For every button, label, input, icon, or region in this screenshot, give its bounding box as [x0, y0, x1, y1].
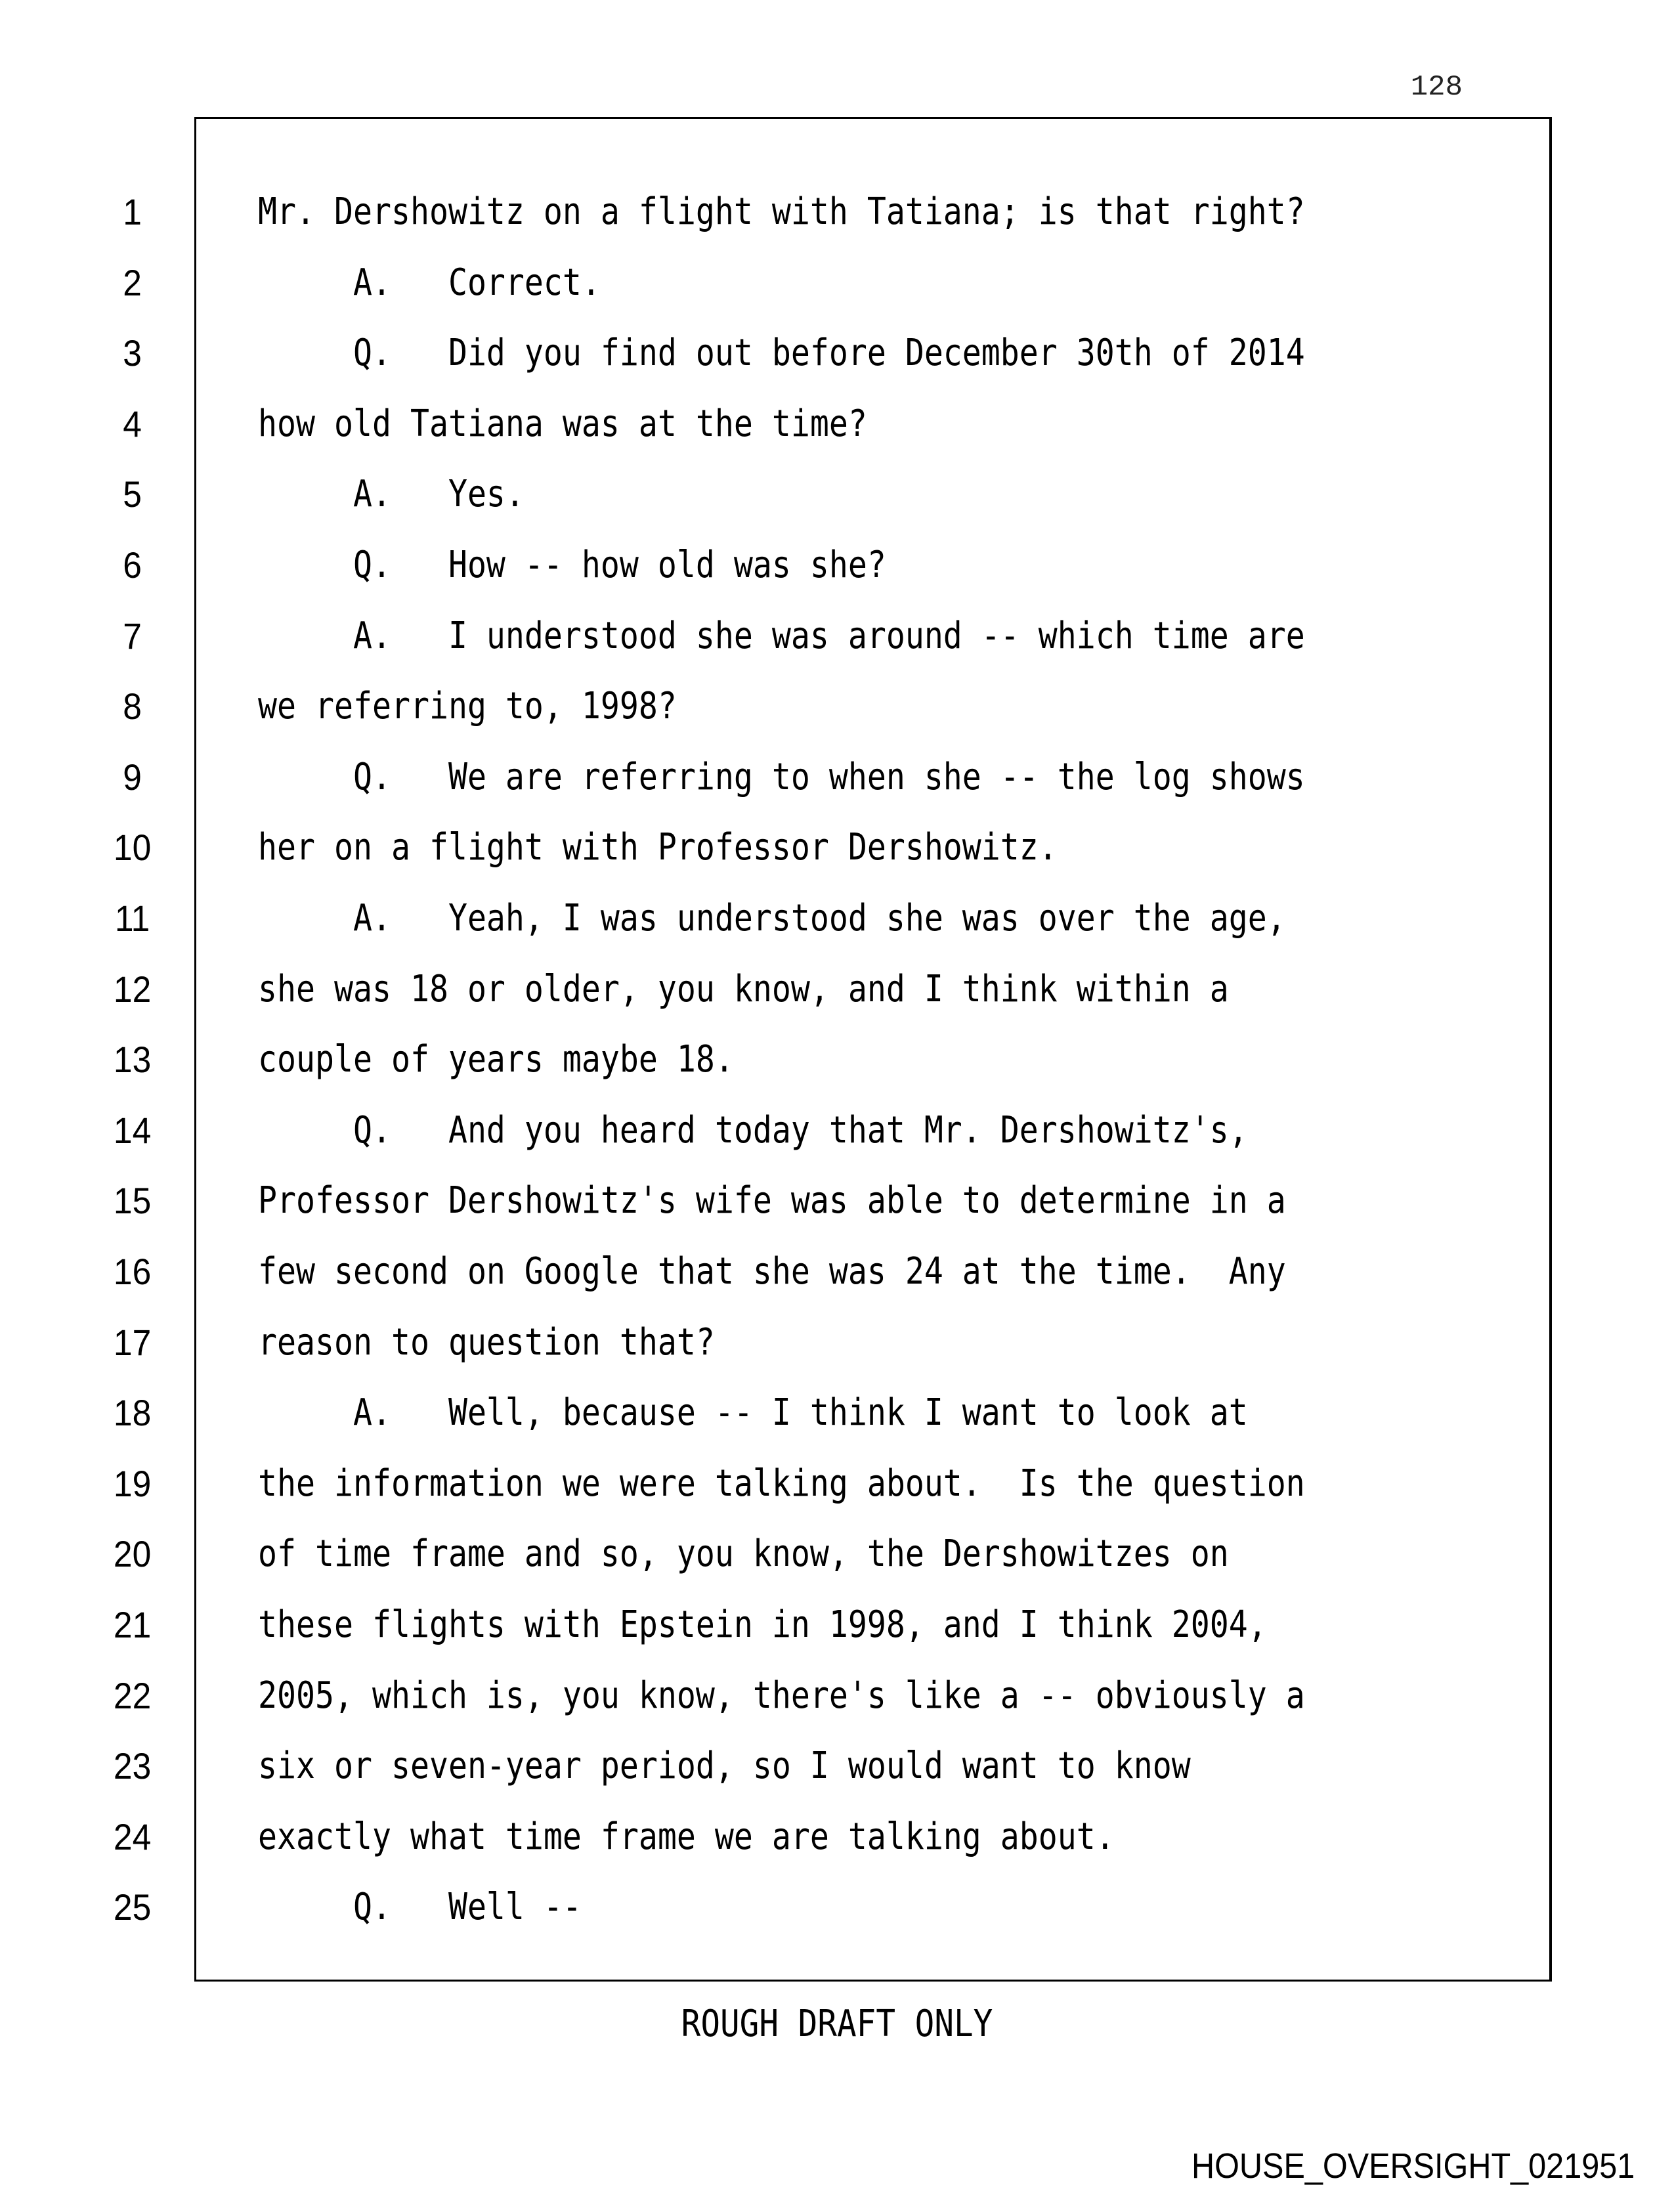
transcript-line — [123, 532, 1549, 598]
line-text: six or seven-year period, so I would want to know — [258, 1745, 1191, 1788]
line-text: A. Yes. — [258, 473, 525, 516]
line-number: 22 — [113, 1674, 152, 1716]
transcript-line — [113, 1239, 1549, 1305]
line-number: 3 — [123, 332, 142, 374]
line-number: 7 — [123, 615, 142, 657]
line-number: 13 — [113, 1039, 152, 1081]
line-text: how old Tatiana was at the time? — [258, 402, 867, 445]
line-text: couple of years maybe 18. — [258, 1038, 734, 1081]
line-text: reason to question that? — [258, 1320, 715, 1364]
line-number: 19 — [113, 1462, 152, 1504]
transcript-box — [113, 117, 1552, 1982]
line-text: A. Well, because -- I think I want to look at — [258, 1391, 1248, 1435]
line-number: 25 — [113, 1886, 152, 1928]
line-number: 24 — [113, 1815, 152, 1857]
line-text: few second on Google that she was 24 at the time. Any — [258, 1250, 1286, 1293]
bates-number: HOUSE_OVERSIGHT_021951 — [1191, 2146, 1635, 2186]
line-text: of time frame and so, you know, the Dershowitzes on — [258, 1532, 1229, 1576]
line-text: Professor Dershowitz's wife was able to determine in a — [258, 1179, 1286, 1223]
line-text: Q. Did you find out before December 30th of 2014 — [258, 332, 1305, 375]
line-text: Q. How -- how old was she? — [258, 544, 886, 586]
transcript-line — [113, 1310, 1549, 1376]
line-text: A. Correct. — [258, 261, 601, 304]
line-number: 16 — [113, 1251, 152, 1292]
transcript-line — [113, 815, 1549, 880]
transcript-line — [113, 1027, 1549, 1093]
line-text: Q. We are referring to when she -- the log shows — [258, 755, 1305, 798]
line-number: 9 — [123, 756, 142, 798]
line-number: 18 — [113, 1392, 152, 1434]
line-text: she was 18 or older, you know, and I think within a — [258, 967, 1229, 1010]
line-text: we referring to, 1998? — [258, 685, 677, 728]
transcript-line — [113, 1451, 1549, 1517]
line-number: 17 — [113, 1321, 152, 1363]
transcript-line — [113, 1804, 1549, 1870]
transcript-line — [123, 250, 1549, 316]
line-number: 21 — [113, 1604, 152, 1645]
line-text: the information we were talking about. Is the question — [258, 1462, 1305, 1505]
line-text: Q. And you heard today that Mr. Dershowitz's, — [258, 1108, 1248, 1152]
page-number: 128 — [1410, 71, 1463, 104]
line-number: 11 — [114, 898, 150, 939]
transcript-line — [113, 1521, 1549, 1587]
line-text: Mr. Dershowitz on a flight with Tatiana; is that right? — [258, 190, 1305, 233]
line-text: exactly what time frame we are talking about. — [258, 1815, 1115, 1858]
line-text: Q. Well -- — [258, 1886, 582, 1929]
line-text: her on a flight with Professor Dershowitz. — [258, 826, 1058, 869]
line-number: 1 — [123, 191, 142, 232]
line-number: 6 — [123, 544, 142, 586]
line-number: 23 — [113, 1745, 152, 1787]
line-number: 5 — [123, 473, 142, 515]
transcript-line — [114, 886, 1549, 951]
line-number: 12 — [113, 968, 152, 1010]
line-number: 10 — [113, 827, 152, 869]
transcript-line — [113, 1098, 1549, 1163]
transcript-line — [123, 320, 1549, 386]
line-number: 14 — [113, 1109, 152, 1151]
line-number: 20 — [113, 1533, 152, 1575]
line-number: 15 — [113, 1180, 152, 1222]
transcript-line — [113, 1592, 1549, 1658]
line-text: these flights with Epstein in 1998, and I think 2004, — [258, 1603, 1267, 1646]
transcript-line — [113, 1663, 1549, 1729]
rough-draft-label: ROUGH DRAFT ONLY — [681, 2003, 993, 2045]
line-text: A. I understood she was around -- which time are — [258, 614, 1305, 657]
transcript-line — [123, 674, 1549, 739]
transcript-line — [113, 1733, 1549, 1799]
transcript-line — [123, 745, 1549, 810]
transcript-line — [113, 1168, 1549, 1234]
line-text: 2005, which is, you know, there's like a -- obviously a — [258, 1674, 1305, 1717]
line-number: 4 — [123, 402, 142, 445]
transcript-line — [123, 462, 1549, 527]
transcript-line — [113, 1875, 1549, 1940]
transcript-line — [113, 957, 1549, 1022]
transcript-line — [123, 179, 1549, 245]
line-number: 8 — [123, 685, 142, 727]
transcript-line — [113, 1380, 1549, 1446]
transcript-line — [123, 391, 1549, 457]
line-number: 2 — [123, 261, 142, 303]
transcript-line — [123, 603, 1549, 669]
line-text: A. Yeah, I was understood she was over the age, — [258, 897, 1286, 940]
